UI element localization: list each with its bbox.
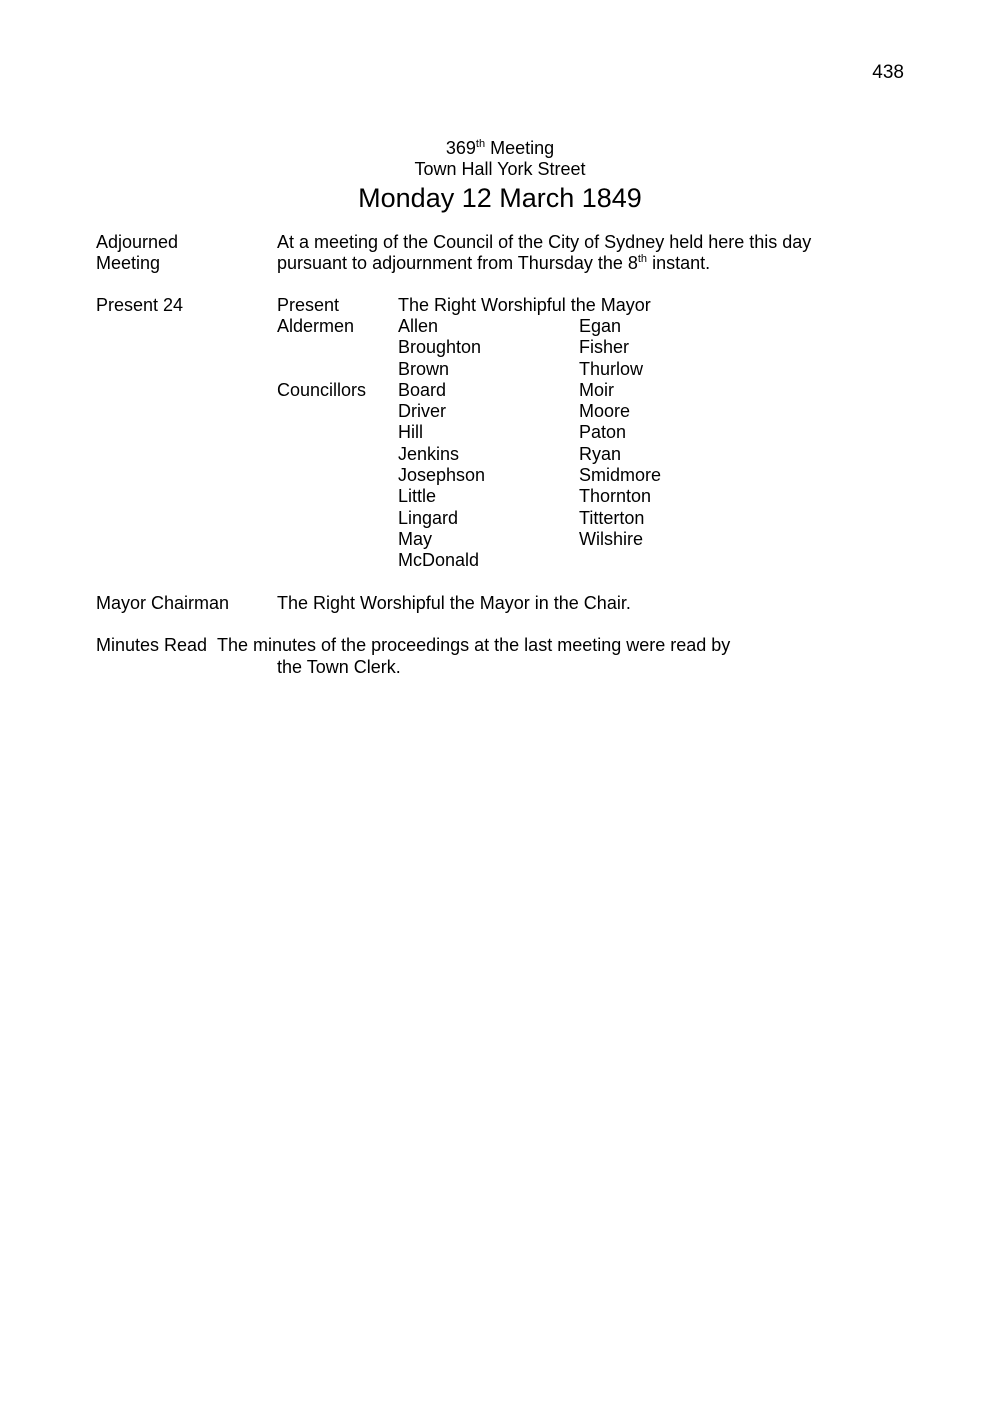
- member-name: Thornton: [579, 486, 652, 507]
- adjourned-text-line1: At a meeting of the Council of the City of Sydney held here this day: [277, 232, 812, 252]
- member-name: Ryan: [579, 443, 622, 464]
- meeting-number-suffix: th: [475, 138, 486, 150]
- label-aldermen: Aldermen: [277, 316, 355, 336]
- label-councillors: Councillors: [277, 380, 367, 400]
- member-name: Driver: [398, 401, 446, 422]
- margin-note-present: Present 24: [96, 295, 184, 315]
- member-name: Paton: [579, 422, 627, 443]
- list-item: [398, 337, 758, 358]
- margin-note-chairman: Mayor Chairman: [96, 593, 230, 613]
- adjourned-text-line2: [277, 253, 710, 274]
- members-list: [398, 316, 758, 572]
- chairman-text: The Right Worshipful the Mayor in the Chair.: [277, 593, 631, 613]
- member-name: Egan: [579, 316, 622, 336]
- list-item: [398, 359, 758, 380]
- margin-note-adjourned: Adjourned: [96, 232, 179, 252]
- list-item: [398, 508, 758, 529]
- adjourned-text-sup: th: [637, 253, 648, 265]
- page-number: 438: [872, 62, 904, 83]
- list-item: [398, 486, 758, 507]
- meeting-location: Town Hall York Street: [414, 159, 586, 179]
- member-name: Little: [398, 486, 437, 507]
- list-item: [398, 422, 758, 443]
- meeting-label: Meeting: [485, 138, 555, 158]
- member-name: Board: [398, 379, 447, 400]
- member-name: Broughton: [398, 337, 482, 358]
- member-name: Moore: [579, 401, 631, 422]
- member-name: Josephson: [398, 465, 486, 486]
- margin-note-meeting: Meeting: [96, 253, 161, 273]
- list-item: [398, 380, 758, 401]
- label-present: Present: [277, 295, 340, 315]
- present-mayor: The Right Worshipful the Mayor: [398, 295, 651, 315]
- margin-note-minutes: Minutes Read: [96, 635, 208, 655]
- member-name: Moir: [579, 379, 614, 400]
- list-item: [398, 550, 758, 571]
- list-item: [398, 465, 758, 486]
- member-name: Lingard: [398, 507, 459, 528]
- meeting-number: 369: [445, 138, 476, 158]
- adjourned-text-before: pursuant to adjournment from Thursday the 8: [277, 253, 638, 273]
- member-name: Hill: [398, 422, 423, 443]
- member-name: Fisher: [579, 337, 630, 358]
- list-item: [398, 401, 758, 422]
- adjourned-text-after: instant.: [647, 253, 711, 273]
- member-name: Jenkins: [398, 443, 460, 464]
- member-name: McDonald: [398, 550, 480, 571]
- member-name: Allen: [398, 316, 439, 336]
- list-item: [398, 529, 758, 550]
- meeting-number-line: [0, 138, 1000, 159]
- member-name: May: [398, 528, 433, 549]
- member-name: Titterton: [579, 507, 645, 528]
- minutes-text-line1: The minutes of the proceedings at the last meeting were read by: [217, 635, 731, 655]
- member-name: Smidmore: [579, 465, 662, 486]
- member-name: Thurlow: [579, 358, 644, 379]
- member-name: Brown: [398, 358, 450, 379]
- list-item: [398, 316, 758, 337]
- member-name: Wilshire: [579, 528, 644, 549]
- list-item: [398, 444, 758, 465]
- page-title: Monday 12 March 1849: [358, 183, 642, 213]
- meeting-header: [0, 138, 1000, 214]
- minutes-text-line2: the Town Clerk.: [277, 657, 401, 677]
